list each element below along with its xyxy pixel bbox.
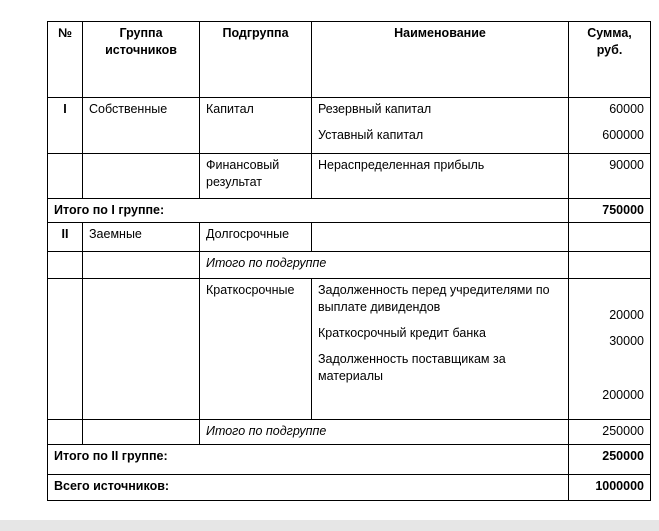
total-row [48,199,651,223]
header-subgroup: Подгруппа [200,22,312,98]
header-row [48,22,651,98]
bottom-bar [0,520,659,531]
item-name: Задолженность перед учредителями по выплате дивидендов [318,283,550,314]
group-name: Собственные [83,98,200,154]
item-sums [569,98,651,154]
section-num: II [48,223,83,252]
total-label: Итого по II группе: [48,445,569,475]
item-sum: 200000 [602,388,644,402]
item-sums [569,279,651,420]
header-sum: Сумма, руб. [569,22,651,98]
item-sum: 600000 [602,128,644,142]
item-name: Резервный капитал [318,102,432,116]
subgroup-name: Финансовый результат [200,154,312,199]
item-sum: 30000 [609,334,644,348]
item-name: Краткосрочный кредит банка [318,326,486,340]
subtotal-row [48,420,651,445]
subgroup-name: Капитал [200,98,312,154]
sources-table [47,21,651,501]
subtotal-label: Итого по подгруппе [200,420,569,445]
item-name: Уставный капитал [318,128,424,142]
item-name: Нераспределенная прибыль [312,154,569,199]
table-row [48,279,651,420]
item-sum: 90000 [569,154,651,199]
item-sum: 20000 [609,308,644,322]
total-sum: 250000 [569,445,651,475]
item-sum: 60000 [609,102,644,116]
subtotal-label: Итого по подгруппе [200,252,569,279]
item-names [312,98,569,154]
grand-total-row [48,475,651,501]
table-row [48,223,651,252]
item-name: Задолженность поставщикам за материалы [318,352,506,383]
group-name: Заемные [83,223,200,252]
subgroup-name: Краткосрочные [200,279,312,420]
total-label: Итого по I группе: [48,199,569,223]
table-row [48,98,651,154]
grand-total-label: Всего источников: [48,475,569,501]
item-names [312,279,569,420]
header-num: № [48,22,83,98]
table-row [48,154,651,199]
subtotal-sum: 250000 [569,420,651,445]
subgroup-name: Долгосрочные [200,223,312,252]
total-sum: 750000 [569,199,651,223]
subtotal-row [48,252,651,279]
header-name: Наименование [312,22,569,98]
grand-total-sum: 1000000 [569,475,651,501]
header-group: Группа источников [83,22,200,98]
total-row [48,445,651,475]
section-num: I [48,98,83,154]
